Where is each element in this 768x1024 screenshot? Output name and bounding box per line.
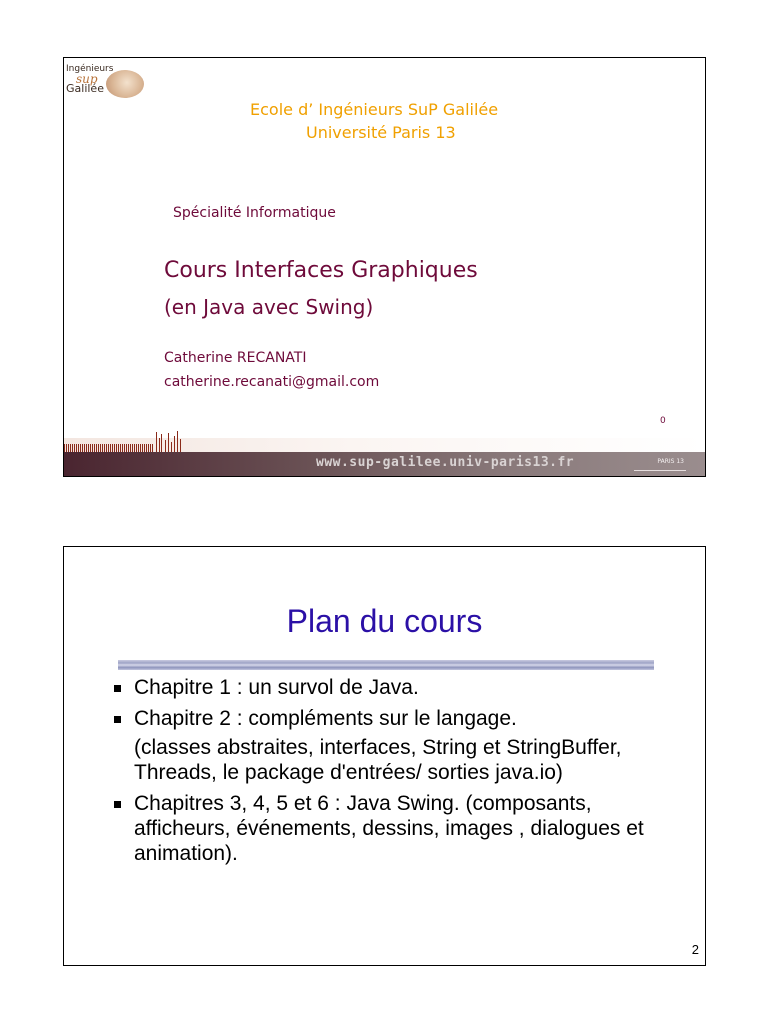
list-item: [112, 706, 692, 785]
slide-number: 2: [691, 942, 699, 957]
bullet-square-icon: [114, 716, 121, 723]
course-subtitle: (en Java avec Swing): [164, 295, 374, 319]
list-item: [112, 675, 692, 700]
author-email: catherine.recanati@gmail.com: [164, 374, 380, 390]
title-divider: [118, 660, 654, 670]
school-name: Ecole d’ Ingénieurs SuP Galilée: [250, 100, 499, 119]
sup-galilee-logo: [66, 64, 150, 102]
specialty-label: Spécialité Informatique: [173, 205, 336, 221]
slide-number: 0: [660, 416, 666, 426]
barcode-decoration: [64, 430, 184, 452]
list-item-subtext: (classes abstraites, interfaces, String et StringBuffer, Threads, le package d'entrées/ sorties java.io): [134, 736, 622, 784]
university-name: Université Paris 13: [306, 123, 456, 142]
footer-band: [64, 452, 705, 476]
logo-text-bottom: Galilée: [66, 82, 104, 95]
bullet-square-icon: [114, 801, 121, 808]
paris13-logo-text: PARIS 13: [657, 458, 684, 465]
course-title: Cours Interfaces Graphiques: [164, 258, 478, 283]
title-slide: [63, 57, 706, 477]
logo-text-top: Ingénieurs: [66, 64, 114, 74]
logo-text-sup: sup: [76, 72, 98, 86]
slide-title: Plan du cours: [286, 603, 483, 639]
list-item-text: Chapitre 2 : compléments sur le langage.: [134, 707, 517, 730]
author-name: Catherine RECANATI: [164, 350, 307, 366]
bullet-square-icon: [114, 685, 121, 692]
paris13-logo: [634, 458, 686, 471]
seal-icon: [106, 70, 144, 98]
list-item-text: Chapitre 1 : un survol de Java.: [134, 676, 419, 699]
list-item: [112, 791, 692, 866]
website-url: www.sup-galilee.univ-paris13.fr: [316, 455, 575, 470]
list-item-text: Chapitres 3, 4, 5 et 6 : Java Swing. (composants, afficheurs, événements, dessins, images , dialogues et animation).: [134, 792, 644, 865]
plan-slide: [63, 546, 706, 966]
bullet-list: [112, 675, 692, 872]
